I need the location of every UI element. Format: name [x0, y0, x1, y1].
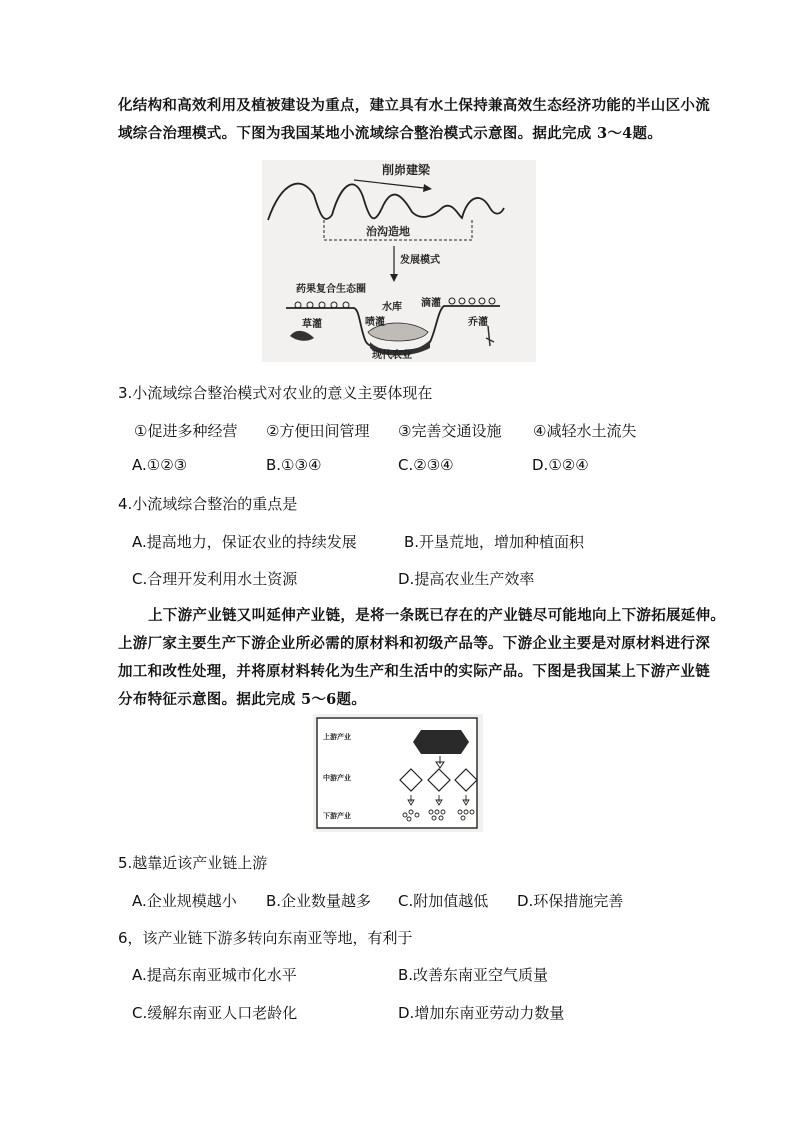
label-left: 草灌	[302, 319, 322, 330]
q3-stem: 3.小流域综合整治模式对农业的意义主要体现在	[118, 384, 433, 402]
q4-option-a[interactable]: A.提高地力，保证农业的持续发展	[132, 533, 357, 551]
passage2-line4: 分布特征示意图。据此完成 5～6题。	[118, 691, 367, 708]
q3-option-d[interactable]: D.①②④	[532, 456, 589, 474]
q6-option-c[interactable]: C.缓解东南亚人口老龄化	[132, 1004, 298, 1022]
label-mid: 治沟造地	[366, 225, 410, 238]
q5-option-a[interactable]: A.企业规模越小	[132, 892, 237, 910]
q4-option-c[interactable]: C.合理开发利用水土资源	[132, 570, 298, 588]
label-midstream: 中游产业	[323, 774, 351, 782]
industry-chain-diagram	[313, 714, 483, 832]
passage1-line1: 化结构和高效利用及植被建设为重点，建立具有水土保持兼高效生态经济功能的半山区小流	[118, 97, 710, 114]
label-top: 削峁建梁	[382, 163, 431, 177]
passage1-line2: 域综合治理模式。下图为我国某地小流域综合整治模式示意图。据此完成 3～4题。	[118, 125, 663, 142]
industry-chain-figure	[313, 714, 483, 832]
q6-option-a[interactable]: A.提高东南亚城市化水平	[132, 966, 297, 984]
grass-shrub-icon	[290, 331, 314, 341]
label-downstream: 下游产业	[323, 812, 351, 820]
q4-option-b[interactable]: B.开垦荒地，增加种植面积	[404, 533, 585, 551]
label-bottom: 现代农业	[372, 350, 412, 361]
q6-option-d[interactable]: D.增加东南亚劳动力数量	[398, 1004, 565, 1022]
q3-item-1: ①促进多种经营	[134, 422, 238, 440]
watershed-diagram	[262, 160, 536, 362]
q4-option-d[interactable]: D.提高农业生产效率	[398, 570, 535, 588]
label-drip: 滴灌	[421, 298, 441, 309]
label-eco: 药果复合生态圈	[296, 284, 366, 295]
passage2-line3: 加工和改性处理，并将原材料转化为生产和生活中的实际产品。下图是我国某上下游产业链	[118, 663, 710, 680]
q6-stem: 6，该产业链下游多转向东南亚等地，有利于	[118, 929, 413, 947]
label-upstream: 上游产业	[323, 733, 351, 741]
q5-option-c[interactable]: C.附加值越低	[398, 892, 489, 910]
q6-option-b[interactable]: B.改善东南亚空气质量	[398, 966, 549, 984]
watershed-figure	[262, 160, 536, 362]
q3-option-a[interactable]: A.①②③	[132, 456, 188, 474]
q5-stem: 5.越靠近该产业链上游	[118, 854, 268, 872]
passage2-line1: 上下游产业链又叫延伸产业链，是将一条既已存在的产业链尽可能地向上下游拓展延伸。	[148, 607, 726, 624]
ridge-line	[268, 184, 504, 220]
q3-item-3: ③完善交通设施	[398, 422, 502, 440]
ridge-arrow	[354, 180, 424, 188]
q3-option-c[interactable]: C.②③④	[398, 456, 454, 474]
label-right: 乔灌	[468, 317, 488, 328]
ridge-arrowhead	[423, 184, 432, 192]
tree-circles-right	[449, 298, 495, 304]
q5-option-b[interactable]: B.企业数量越多	[266, 892, 372, 910]
label-arrow: 发展模式	[400, 255, 440, 266]
upstream-hexagon	[413, 730, 469, 754]
q3-item-2: ②方便田间管理	[266, 422, 370, 440]
passage2-line2: 上游厂家主要生产下游企业所必需的原材料和初级产品等。下游企业主要是对原材料进行深	[118, 635, 710, 652]
down-arrowhead	[390, 274, 398, 282]
label-spray: 喷灌	[365, 317, 385, 328]
label-reservoir: 水库	[382, 302, 402, 313]
tree-shrub-icon	[486, 326, 494, 346]
q5-option-d[interactable]: D.环保措施完善	[517, 892, 624, 910]
q3-option-b[interactable]: B.①③④	[266, 456, 322, 474]
q4-stem: 4.小流域综合整治的重点是	[118, 495, 298, 513]
q3-item-4: ④减轻水土流失	[533, 422, 637, 440]
